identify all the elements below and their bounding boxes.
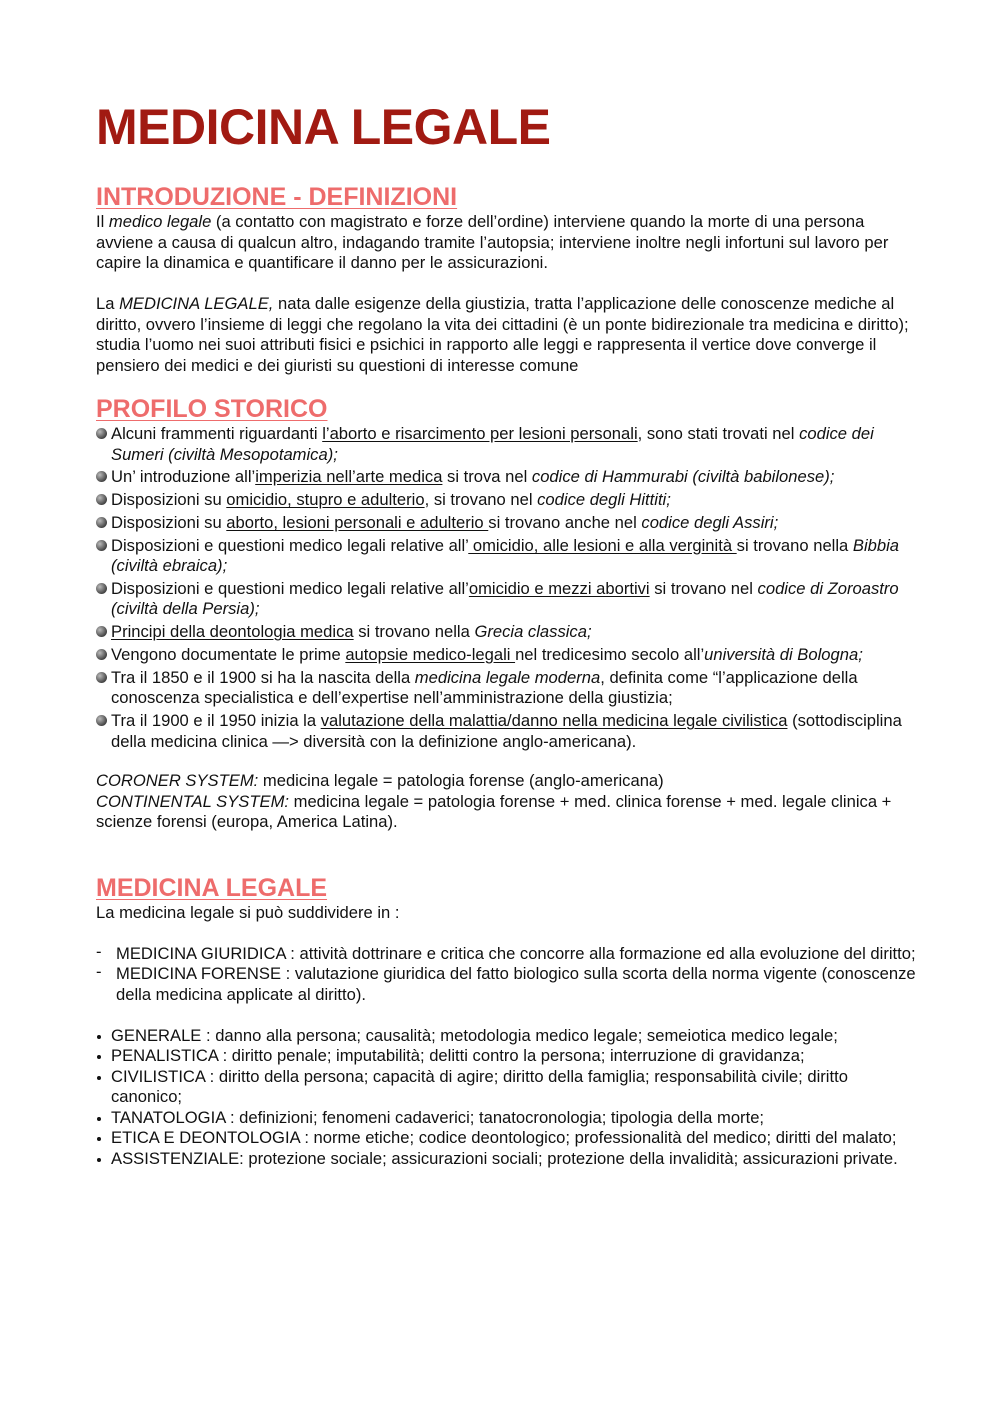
history-item: Disposizioni su omicidio, stupro e adulterio, si trovano nel codice degli Hittiti; <box>96 490 916 511</box>
bullet-icon <box>96 649 107 660</box>
dot-item: PENALISTICA : diritto penale; imputabilità; delitti contro la persona; interruzione di gravidanza; <box>96 1046 916 1067</box>
history-item: Tra il 1900 e il 1950 inizia la valutazione della malattia/danno nella medicina legale civilistica (sottodisciplina della medicina clinica —> diversità con la definizione anglo-americana). <box>96 711 916 752</box>
dot-item: TANATOLOGIA : definizioni; fenomeni cadaverici; tanatocronologia; tipologia della morte; <box>96 1108 916 1129</box>
dot-item: GENERALE : danno alla persona; causalità; metodologia medico legale; semeiotica medico legale; <box>96 1026 916 1047</box>
document-page <box>96 96 916 1169</box>
subdivision-intro: La medicina legale si può suddividere in : <box>96 902 400 922</box>
subdivision-dot-list <box>96 1026 916 1170</box>
bullet-icon <box>96 715 107 726</box>
dash-item: - MEDICINA GIURIDICA : attività dottrinare e critica che concorre alla formazione ed alla evoluzione del diritto; <box>96 941 916 963</box>
bullet-icon <box>97 1137 101 1141</box>
dash-item: - MEDICINA FORENSE : valutazione giuridica del fatto biologico sulla scorta della norma vigente (conoscenze della medicina applicate al diritto). <box>96 962 916 1004</box>
bullet-icon <box>97 1035 101 1039</box>
section-heading-introduzione: INTRODUZIONE - DEFINIZIONI <box>96 183 458 211</box>
history-item: Disposizioni e questioni medico legali relative all’ omicidio, alle lesioni e alla verginità si trovano nella Bibbia (civiltà ebraica); <box>96 536 916 577</box>
bullet-icon <box>96 672 107 683</box>
bullet-icon <box>96 583 107 594</box>
section-heading-profilo-storico: PROFILO STORICO <box>96 395 328 423</box>
coroner-system-line: CORONER SYSTEM: medicina legale = patologia forense (anglo-americana) <box>96 771 664 791</box>
bullet-icon <box>96 471 107 482</box>
bullet-icon <box>96 494 107 505</box>
dot-item: CIVILISTICA : diritto della persona; capacità di agire; diritto della famiglia; responsabilità civile; diritto canonico; <box>96 1067 916 1108</box>
bullet-icon <box>96 428 107 439</box>
dot-item: ASSISTENZIALE: protezione sociale; assicurazioni sociali; protezione della invalidità; assicurazioni private. <box>96 1149 916 1170</box>
history-item: Disposizioni e questioni medico legali relative all’omicidio e mezzi abortivi si trovano nel codice di Zoroastro (civiltà della Persia); <box>96 579 916 620</box>
history-item: Tra il 1850 e il 1900 si ha la nascita della medicina legale moderna, definita come “l’applicazione della conoscenza specialistica e dell’expertise nell’amministrazione della giustizia; <box>96 668 916 709</box>
bullet-icon <box>96 540 107 551</box>
dash-icon: - <box>96 962 102 982</box>
intro-paragraph-2: La MEDICINA LEGALE, nata dalle esigenze della giustizia, tratta l’applicazione delle conoscenze mediche al diritto, ovvero l’insieme di leggi che regolano la vita dei cittadini (è un ponte bidirezionale tra medicina e diritto); studia l’uomo nei suoi attributi fisici e psichici in rapporto alle leggi e rappresenta il vertice dove converge il pensiero dei medici e dei giuristi su questioni di interesse comune <box>96 294 909 375</box>
subdivision-dash-list <box>96 941 916 1006</box>
history-item: Disposizioni su aborto, lesioni personali e adulterio si trovano anche nel codice degli Assiri; <box>96 513 916 534</box>
history-item: Principi della deontologia medica si trovano nella Grecia classica; <box>96 622 916 643</box>
bullet-icon <box>97 1055 101 1059</box>
continental-system-line: CONTINENTAL SYSTEM: medicina legale = patologia forense + med. clinica forense + med. legale clinica + scienze forensi (europa, America Latina). <box>96 791 892 832</box>
history-item: Alcuni frammenti riguardanti l’aborto e risarcimento per lesioni personali, sono stati trovati nel codice dei Sumeri (civiltà Mesopotamica); <box>96 424 916 465</box>
history-item: Un’ introduzione all’imperizia nell’arte medica si trova nel codice di Hammurabi (civiltà babilonese); <box>96 467 916 488</box>
bullet-icon <box>97 1076 101 1080</box>
history-list <box>96 424 916 752</box>
intro-paragraph-1: Il medico legale (a contatto con magistrato e forze dell’ordine) interviene quando la morte di una persona avviene a causa di qualcun altro, indagando tramite l’autopsia; interviene inoltre negli infortuni sul lavoro per capire la dinamica e quantificare il danno per le assicurazioni. <box>96 212 889 272</box>
bullet-icon <box>96 517 107 528</box>
document-title: MEDICINA LEGALE <box>96 99 551 155</box>
dash-icon: - <box>96 941 102 961</box>
history-item: Vengono documentate le prime autopsie medico-legali nel tredicesimo secolo all’università di Bologna; <box>96 645 916 666</box>
dot-item: ETICA E DEONTOLOGIA : norme etiche; codice deontologico; professionalità del medico; diritti del malato; <box>96 1128 916 1149</box>
bullet-icon <box>97 1117 101 1121</box>
bullet-icon <box>97 1158 101 1162</box>
bullet-icon <box>96 626 107 637</box>
section-heading-medicina-legale: MEDICINA LEGALE <box>96 873 328 902</box>
